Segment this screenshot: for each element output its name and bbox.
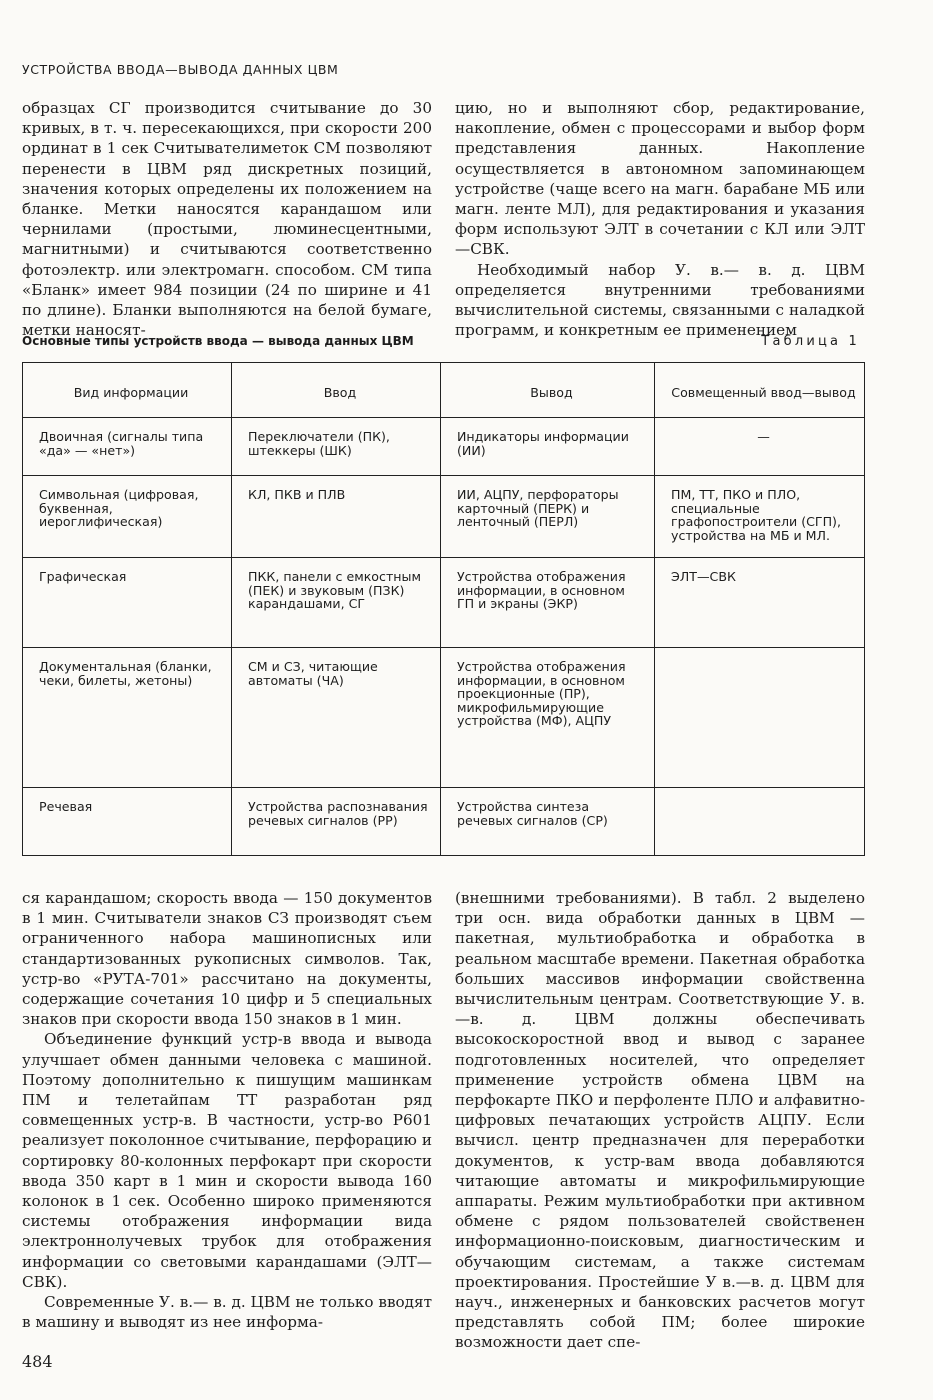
table-header-row [23, 363, 865, 418]
table-cell: Устройства отображения информации, в основном ГП и экраны (ЭКР) [441, 558, 655, 648]
column-header: Ввод [232, 363, 441, 418]
text-column-bottom-right [455, 888, 865, 1353]
table-cell: ПКК, панели с емкостным (ПЕК) и звуковым (ПЗК) карандашами, СГ [232, 558, 441, 648]
paragraph: цию, но и выполняют сбор, редактирование, накопление, обмен с процессорами и выбор форм представления данных. Накопление осуществляется в автономном запоминающем устройстве (чаще всего на магн. барабане МБ или магн. ленте МЛ), для редактирования и указания форм используют ЭЛТ в сочетании с КЛ или ЭЛТ—СВК. [455, 99, 865, 259]
paragraph: Необходимый набор У. в.— в. д. ЦВМ определяется внутренними требованиями вычислительной системы, связанными с наладкой программ, и конкретным ее применением [455, 260, 865, 340]
table-cell: — [655, 418, 865, 476]
table-cell: Символьная (цифровая, буквенная, иероглифическая) [23, 476, 232, 558]
table-cell: КЛ, ПКВ и ПЛВ [232, 476, 441, 558]
text-column-bottom-left [22, 888, 432, 1332]
paragraph: Современные У. в.— в. д. ЦВМ не только вводят в машину и выводят из нее информа- [22, 1293, 432, 1332]
text-column-top-left [22, 98, 432, 340]
table-row [23, 476, 865, 558]
table-cell: ЭЛТ—СВК [655, 558, 865, 648]
column-header: Вывод [441, 363, 655, 418]
table-cell: Двоичная (сигналы типа «да» — «нет») [23, 418, 232, 476]
device-types-table [22, 362, 865, 856]
table-cell: ПМ, ТТ, ПКО и ПЛО, специальные графопостроители (СГП), устройства на МБ и МЛ. [655, 476, 865, 558]
table-cell: Устройства синтеза речевых сигналов (СР) [441, 788, 655, 856]
table-cell: ИИ, АЦПУ, перфораторы карточный (ПЕРК) и ленточный (ПЕРЛ) [441, 476, 655, 558]
running-head: УСТРОЙСТВА ВВОДА—ВЫВОДА ДАННЫХ ЦВМ [22, 62, 339, 77]
column-header: Вид информации [23, 363, 232, 418]
table-row [23, 648, 865, 788]
paragraph: (внешними требованиями). В табл. 2 выделено три осн. вида обработки данных в ЦВМ — пакетная, мультиобработка и обработка в реальном масштабе времени. Пакетная обработка больших массивов информации свойственна вычислительным центрам. Соответствующие У. в.—в. д. ЦВМ должны обеспечивать высокоскоростной ввод и вывод с заранее подготовленных носителей, что определяет применение устройств обмена ЦВМ на перфокарте ПКО и перфоленте ПЛО и алфавитно-цифровых печатающих устройств АЦПУ. Если вычисл. центр предназначен для переработки документов, к устр-вам ввода добавляются читающие автоматы и микрофильмирующие аппараты. Режим мультиобработки при активном обмене с рядом пользователей свойственен информационно-поисковым, диагностическим и обучающим системам, а также системам проектирования. Простейшие У в.—в. д. ЦВМ для науч., инженерных и банковских расчетов могут представлять собой ПМ; более широкие возможности дает спе- [455, 889, 865, 1352]
page-number: 484 [22, 1352, 53, 1371]
table-cell: СМ и СЗ, читающие автоматы (ЧА) [232, 648, 441, 788]
table-row [23, 788, 865, 856]
table-cell [655, 788, 865, 856]
column-header: Совмещенный ввод—вывод [655, 363, 865, 418]
text-column-top-right [455, 98, 865, 340]
table-cell [655, 648, 865, 788]
table-row [23, 418, 865, 476]
table-cell: Устройства отображения информации, в основном проекционные (ПР), микрофильмирующие устройства (МФ), АЦПУ [441, 648, 655, 788]
table-cell: Речевая [23, 788, 232, 856]
table-row [23, 558, 865, 648]
table-cell: Устройства распознавания речевых сигналов (РР) [232, 788, 441, 856]
paragraph: Объединение функций устр-в ввода и вывода улучшает обмен данными человека с машиной. Поэтому дополнительно к пишущим машинкам ПМ и телетайпам ТТ разработан ряд совмещенных устр-в. В частности, устр-во Р601 реализует поколонное считывание, перфорацию и сортировку 80-колонных перфокарт при скорости ввода 350 карт в 1 мин и скорости вывода 160 колонок в 1 сек. Особенно широко применяются системы отображения информации вида электроннолучевых трубок для отображения информации со световыми карандашами (ЭЛТ—СВК). [22, 1030, 432, 1291]
table-caption: Основные типы устройств ввода — вывода данных ЦВМ [22, 334, 414, 348]
table-cell: Документальная (бланки, чеки, билеты, жетоны) [23, 648, 232, 788]
table-label: Таблица 1 [761, 334, 860, 349]
paragraph: образцах СГ производится считывание до 30 кривых, в т. ч. пересекающихся, при скорости 200 ординат в 1 сек Считывателиметок СМ позволяют перенести в ЦВМ ряд дискретных позиций, значения которых определены их положением на бланке. Метки наносятся карандашом или чернилами (простыми, люминесцентными, магнитными) и считываются соответственно фотоэлектр. или электромагн. способом. СМ типа «Бланк» имеет 984 позиции (24 по ширине и 41 по длине). Бланки выполняются на белой бумаге, метки наносят- [22, 99, 432, 340]
paragraph: ся карандашом; скорость ввода — 150 документов в 1 мин. Считыватели знаков СЗ производят съем ограниченного набора машинописных или стандартизованных рукописных символов. Так, устр-во «РУТА-701» рассчитано на документы, содержащие сочетания 10 цифр и 5 специальных знаков при скорости ввода 150 знаков в 1 мин. [22, 889, 432, 1029]
table-cell: Индикаторы информации (ИИ) [441, 418, 655, 476]
table-cell: Графическая [23, 558, 232, 648]
table-cell: Переключатели (ПК), штеккеры (ШК) [232, 418, 441, 476]
